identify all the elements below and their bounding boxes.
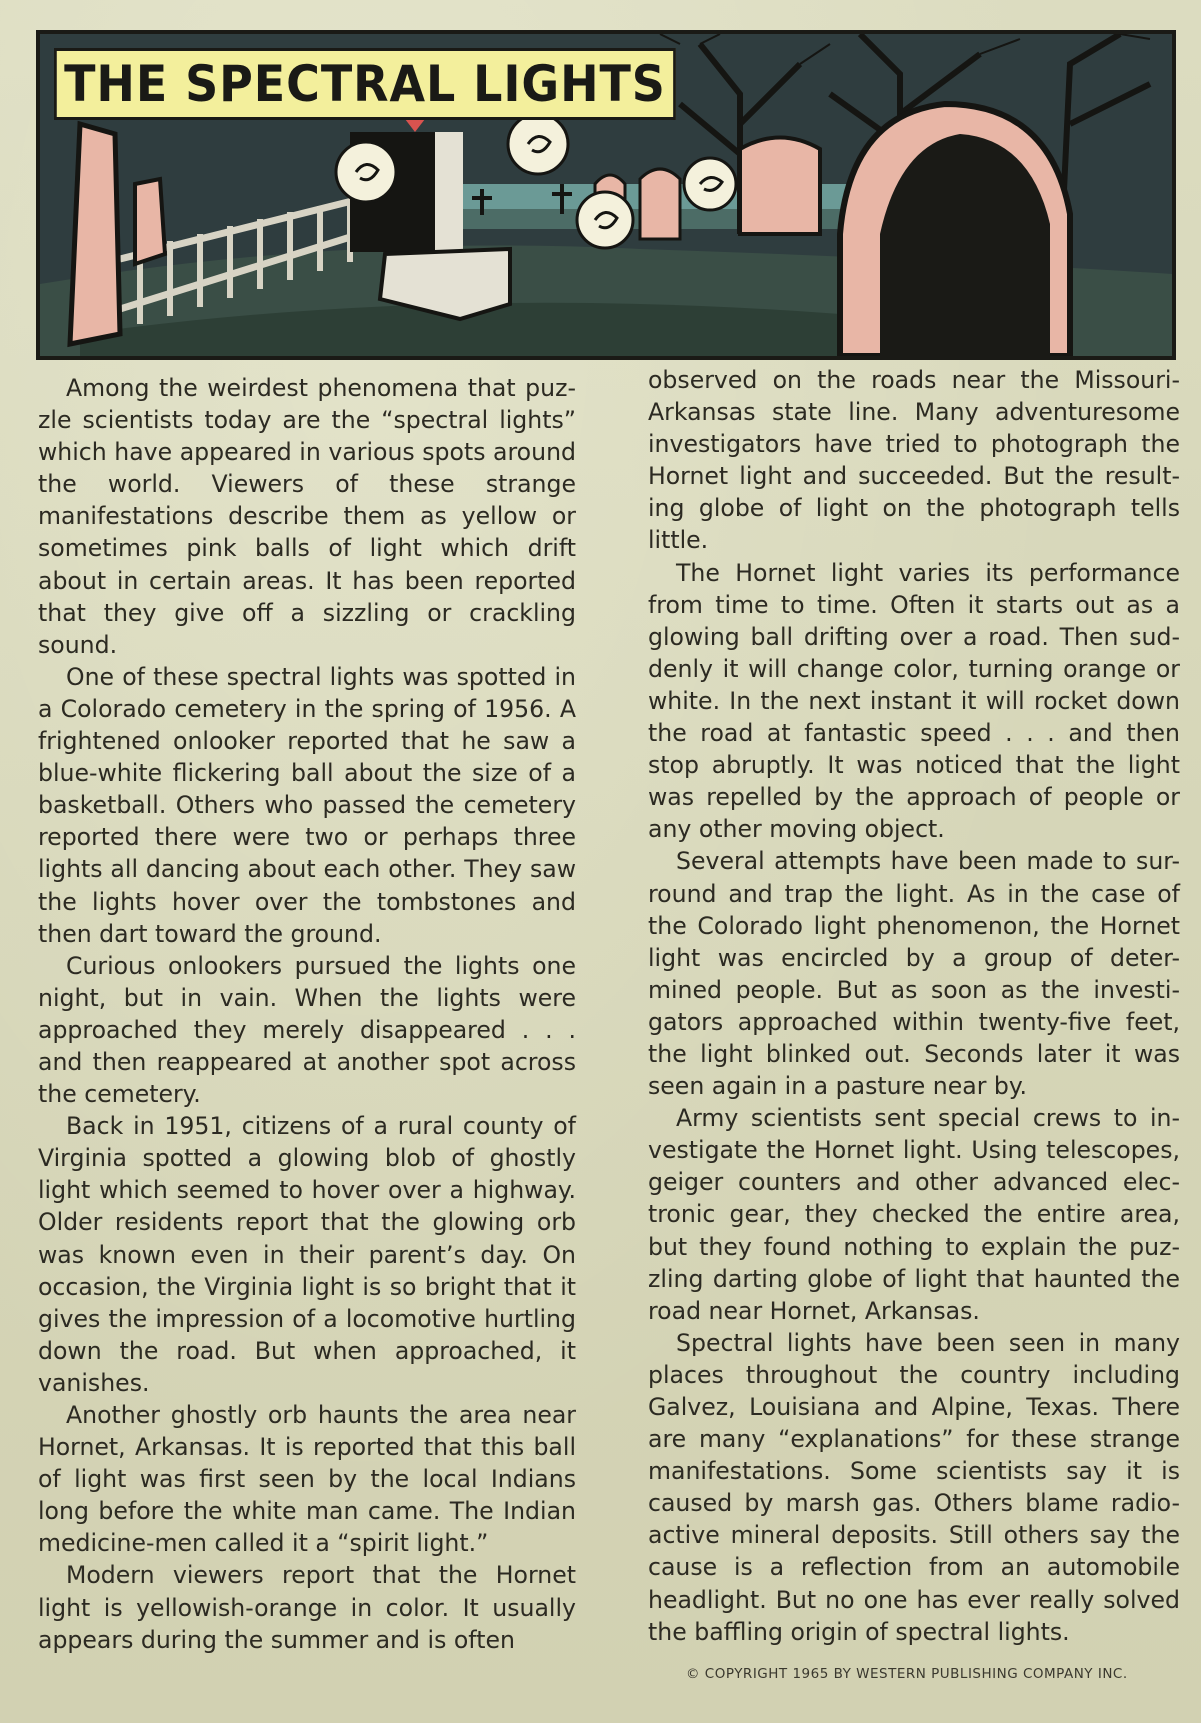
copyright-notice: © COPYRIGHT 1965 BY WESTERN PUBLISHING COMPANY INC. [686,1666,1128,1682]
paragraph: Army scientists sent special crews to in-vestigate the Hornet light. Using telescopes, geiger counters and other advanced elec-tronic gear, they checked the entire area, but they found nothing to explain the puz-zling darting globe of light that haunted the road near Hornet, Arkansas. [648,1104,1180,1325]
paragraph: Another ghostly orb haunts the area near Hornet, Arkansas. It is reported that this ball of light was first seen by the local Indians long before the white man came. The Indian medicine-men called it a “spirit light.” [38,1401,576,1558]
paragraph: Spectral lights have been seen in many places throughout the country including Galvez, Louisiana and Alpine, Texas. There are many “explanations” for these strange manifestations. Some scientists say it is caused by marsh gas. Others blame radio-active mineral deposits. Still others say the cause is a reflection from an automobile headlight. But no one has ever really solved the baffling origin of spectral lights. [648,1328,1180,1646]
paragraph: One of these spectral lights was spotted in a Colorado cemetery in the spring of 1956. A frightened onlooker reported that he saw a blue-white flickering ball about the size of a basketball. Others who passed the cemetery reported there were two or perhaps three lights all dancing about each other. They saw the lights hover over the tombstones and then dart toward the ground. [38,662,576,948]
paragraph: Modern viewers report that the Hornet light is yellowish-orange in color. It usually appears during the summer and is often [38,1561,576,1654]
page-title: THE SPECTRAL LIGHTS [54,48,676,120]
paragraph: The Hornet light varies its performance from time to time. Often it starts out as a glowing ball drifting over a road. Then sud-denly it will change color, turning orange or white. In the next instant it will rocket down the road at fantastic speed . . . and then stop abruptly. It was noticed that the light was repelled by the approach of people or any other moving object. [648,558,1180,844]
illustration-panel [36,30,1176,360]
right-column [648,364,1180,1648]
paragraph: Back in 1951, citizens of a rural county of Virginia spotted a glowing blob of ghostly light which seemed to hover over a highway. Older residents report that the glowing orb was known even in their parent’s day. On occasion, the Virginia light is so bright that it gives the impression of a locomotive hurtling down the road. But when approached, it vanishes. [38,1112,576,1397]
article-body [38,366,1180,1672]
paragraph: observed on the roads near the Missouri-Arkansas state line. Many adventuresome investigators have tried to photograph the Hornet light and succeeded. But the result-ing globe of light on the photograph tells little. [648,366,1180,555]
left-column [38,372,576,1656]
paragraph: Among the weirdest phenomena that puz-zle scientists today are the “spectral lights” which have appeared in various spots around the world. Viewers of these strange manifestations describe them as yellow or sometimes pink balls of light which drift about in certain areas. It has been reported that they give off a sizzling or crackling sound. [38,374,576,659]
paragraph: Curious onlookers pursued the lights one night, but in vain. When the lights were approached they merely disappeared . . . and then reappeared at another spot across the cemetery. [38,951,576,1109]
paragraph: Several attempts have been made to sur-round and trap the light. As in the case of the Colorado light phenomenon, the Hornet light was encircled by a group of deter-mined people. But as soon as the investi-gators approached within twenty-five feet, the light blinked out. Seconds later it was seen again in a pasture near by. [648,847,1180,1101]
